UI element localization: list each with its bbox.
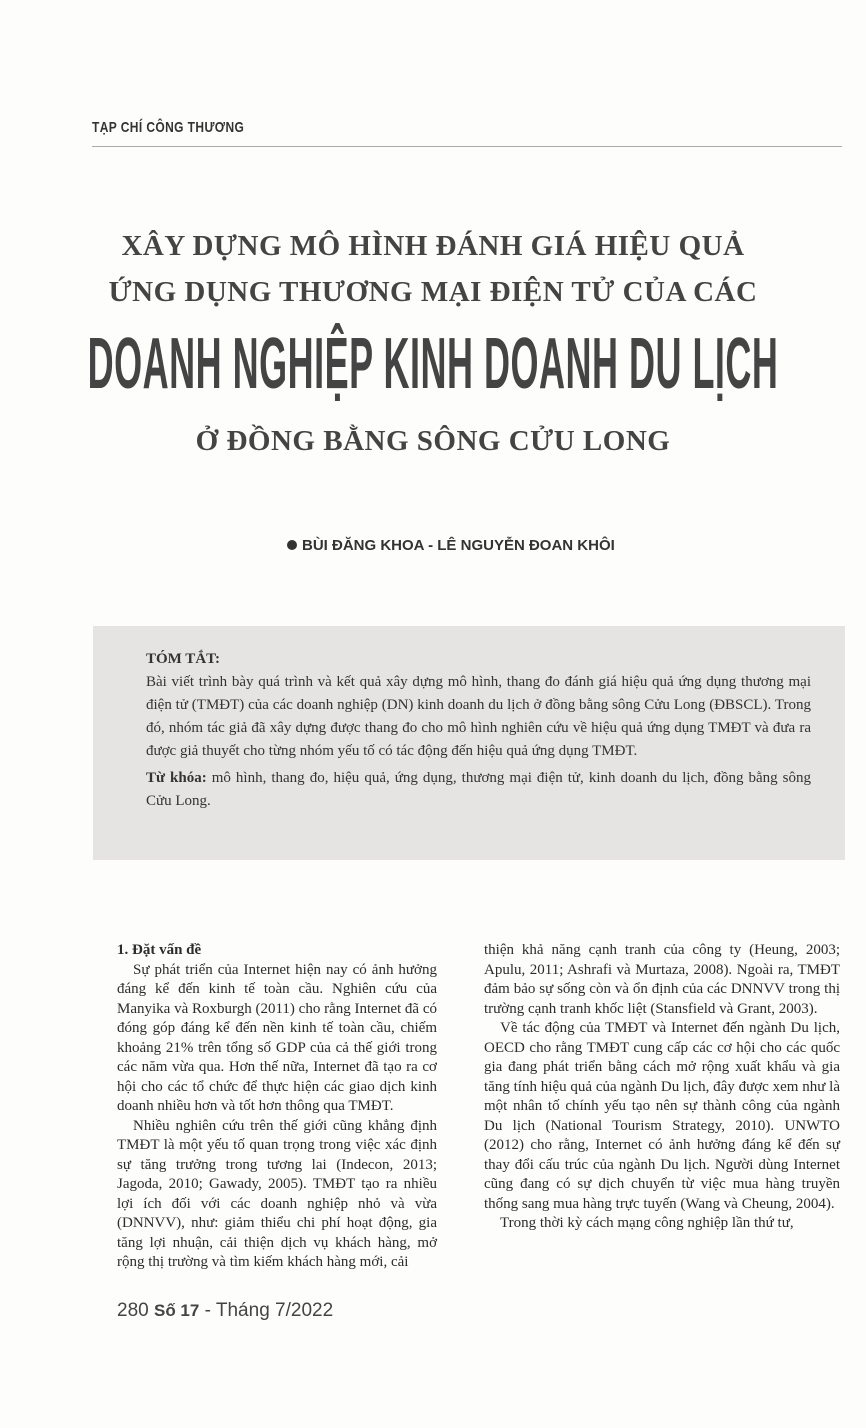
- paragraph: Sự phát triển của Internet hiện nay có ảnh hưởng đáng kể đến kinh tế toàn cầu. Nghiên cứu của Manyika và Roxburgh (2011) cho rằng Internet đã có đóng góp đáng kể đến nền kinh tế toàn cầu, chiếm khoảng 21% trên tổng số GDP của cả thế giới trong các năm vừa qua. Hơn thế nữa, Internet đã tạo ra cơ hội cho các tổ chức để thực hiện các giao dịch kinh doanh nhiều hơn và tốt hơn thông qua TMĐT.: [117, 961, 437, 1114]
- paragraph: thiện khả năng cạnh tranh của công ty (Heung, 2003; Apulu, 2011; Ashrafi và Murtaza, 2008). Ngoài ra, TMĐT đảm bảo sự sống còn và ổn định của các DNNVV trong thị trường cạnh tranh khốc liệt (Stansfield và Grant, 2003).: [484, 942, 840, 1017]
- title-line-4: Ở ĐỒNG BẰNG SÔNG CỬU LONG: [195, 425, 671, 457]
- bullet-icon: [287, 540, 297, 550]
- abstract-heading: TÓM TẮT:: [146, 651, 221, 667]
- left-column: [117, 941, 437, 1273]
- header-divider: [92, 146, 842, 147]
- right-column: [484, 941, 840, 1234]
- paragraph: Trong thời kỳ cách mạng công nghiệp lần thứ tư,: [500, 1215, 794, 1231]
- issue-date: - Tháng 7/2022: [199, 1300, 334, 1321]
- authors: [287, 537, 615, 554]
- authors-text: BÙI ĐĂNG KHOA - LÊ NGUYỄN ĐOAN KHÔI: [302, 537, 615, 554]
- page-number: 280: [117, 1300, 149, 1321]
- abstract-box: [93, 626, 845, 860]
- keywords-label: Từ khóa:: [146, 770, 207, 786]
- keywords-text: mô hình, thang đo, hiệu quả, ứng dụng, thương mại điện tử, kinh doanh du lịch, đồng bằng sông Cửu Long.: [146, 770, 812, 809]
- journal-name: TẠP CHÍ CÔNG THƯƠNG: [92, 119, 245, 136]
- page-footer: [117, 1300, 333, 1322]
- title-line-2: ỨNG DỤNG THƯƠNG MẠI ĐIỆN TỬ CỦA CÁC: [108, 276, 758, 308]
- title-line-3: DOANH NGHIỆP KINH DOANH DU LỊCH: [87, 324, 779, 404]
- abstract-text: Bài viết trình bày quá trình và kết quả xây dựng mô hình, thang đo đánh giá hiệu quả ứng dụng thương mại điện tử (TMĐT) của các doanh nghiệp (DN) kinh doanh du lịch ở đồng bằng sông Cửu Long (ĐBSCL). Trong đó, nhóm tác giả đã xây dựng được thang đo cho mô hình nghiên cứu về hiệu quả ứng dụng TMĐT và đưa ra được giả thuyết cho từng nhóm yếu tố có tác động đến hiệu quả ứng dụng TMĐT.: [146, 674, 811, 759]
- keywords: [146, 767, 811, 813]
- title-line-1: XÂY DỰNG MÔ HÌNH ĐÁNH GIÁ HIỆU QUẢ: [121, 230, 745, 262]
- paragraph: Về tác động của TMĐT và Internet đến ngành Du lịch, OECD cho rằng TMĐT cung cấp các cơ hội cho các quốc gia đang phát triển bằng cách mở rộng xuất khẩu và gia tăng tính hiệu quả của ngành Du lịch, đây được xem như là một nhân tố chính yếu tạo nên sự thành công của ngành Du lịch (National Tourism Strategy, 2010). UNWTO (2012) cho rằng, Internet có ảnh hưởng đáng kể đến sự thay đổi cấu trúc của ngành Du lịch. Người dùng Internet cũng đang có sự dịch chuyển từ việc mua hàng truyền thống sang mua hàng trực tuyến (Wang và Cheung, 2004).: [484, 1020, 840, 1212]
- paragraph: Nhiều nghiên cứu trên thế giới cũng khẳng định TMĐT là một yếu tố quan trọng trong việc xác định sự tăng trưởng trong tương lai (Indecon, 2013; Jagoda, 2010; Gawady, 2005). TMĐT tạo ra nhiều lợi ích đối với các doanh nghiệp nhỏ và vừa (DNNVV), như: giảm thiểu chi phí hoạt động, gia tăng lợi nhuận, cải thiện dịch vụ khách hàng, mở rộng thị trường và tìm kiếm khách hàng mới, cải: [117, 1117, 437, 1270]
- section-heading: 1. Đặt vấn đề: [117, 942, 202, 958]
- issue-number: Số 17: [153, 1301, 200, 1320]
